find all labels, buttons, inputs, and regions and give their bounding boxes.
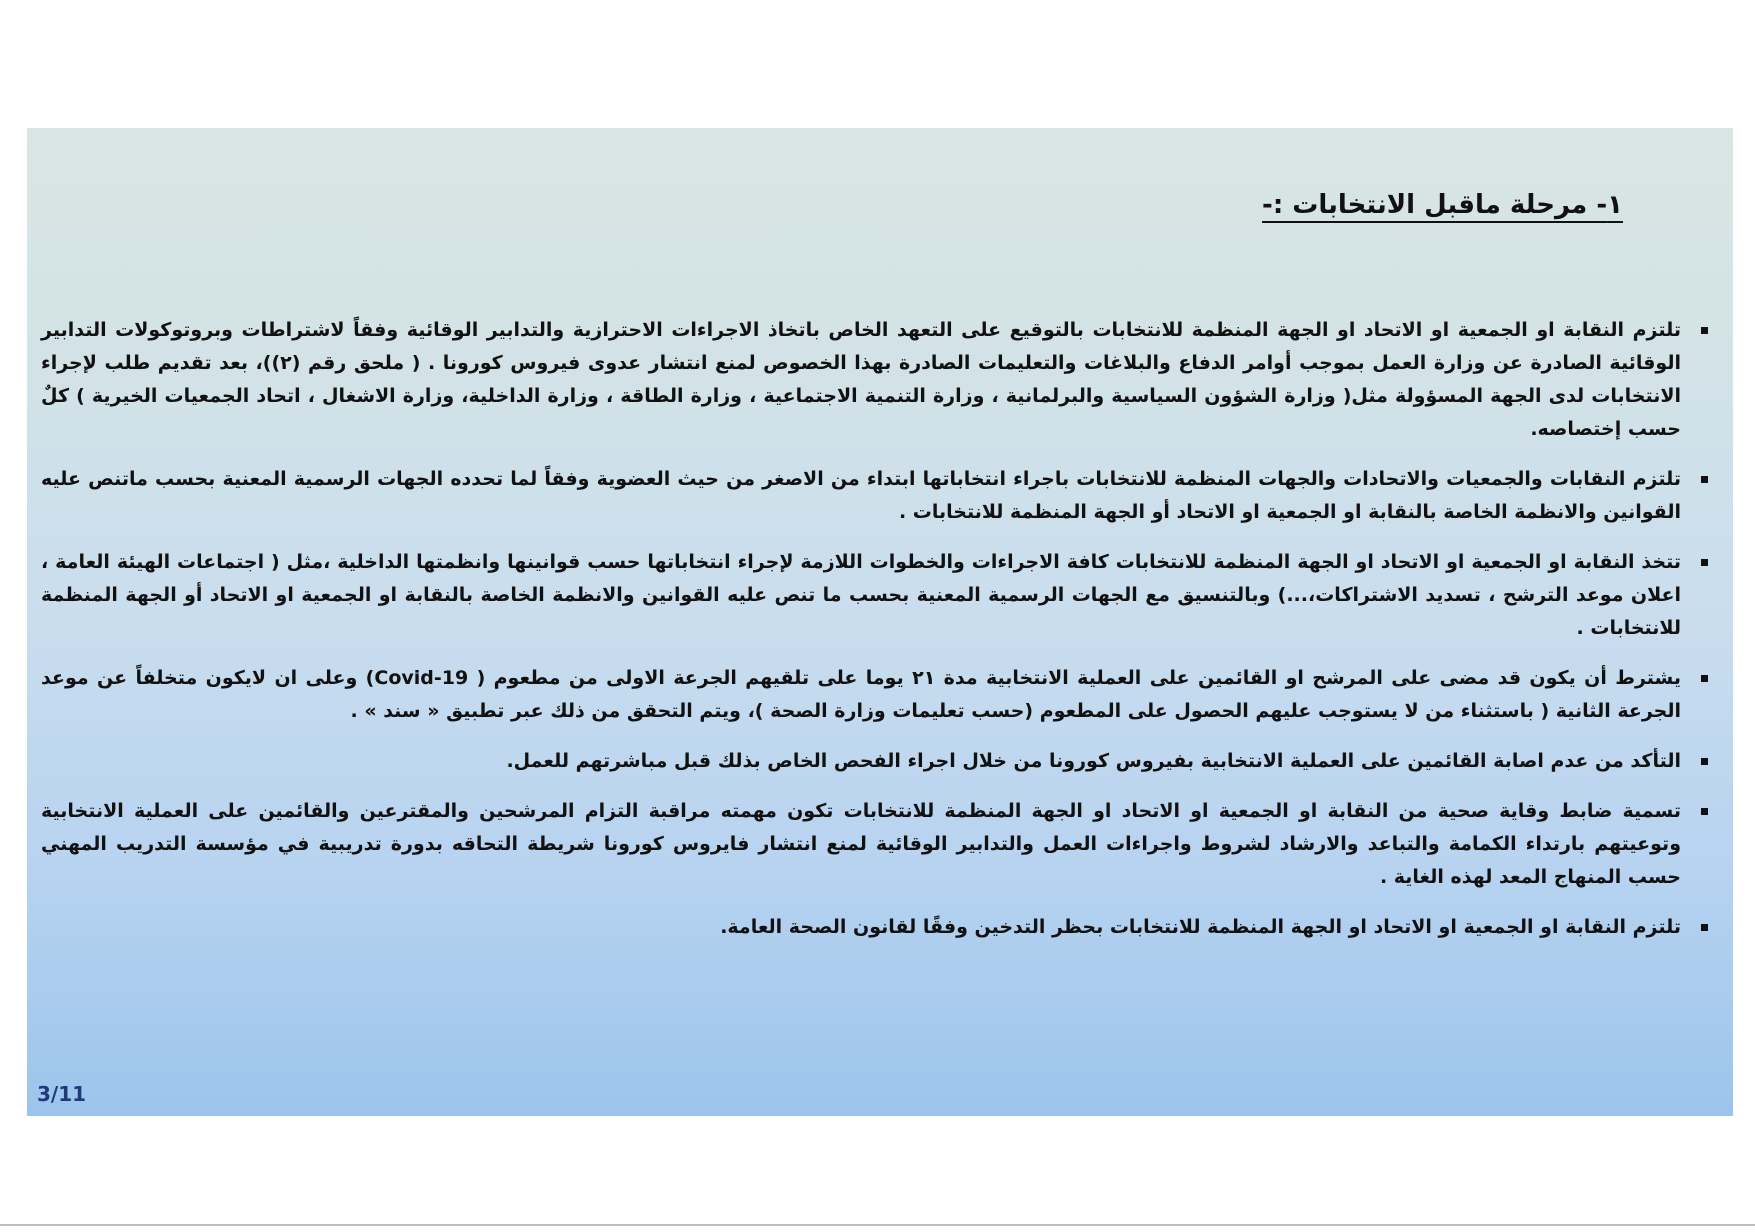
list-item <box>41 662 1711 728</box>
scan-edge-divider <box>0 1224 1755 1226</box>
square-bullet-icon <box>1701 808 1708 815</box>
list-item-text: تتخذ النقابة او الجمعية او الاتحاد او الجهة المنظمة للانتخابات كافة الاجراءات والخطوات اللازمة لإجراء انتخاباتها حسب قوانينها وانظمتها الداخلية ،مثل ( اجتماعات الهيئة العامة ، اعلان موعد الترشح ، تسديد الاشتراكات،...) وبالتنسيق مع الجهات الرسمية المعنية بحسب ما تنص عليه القوانين والانظمة الخاصة بالنقابة او الجمعية او الاتحاد أو الجهة المنظمة للانتخابات . <box>41 551 1681 639</box>
list-item-text: تلتزم النقابات والجمعيات والاتحادات والجهات المنظمة للانتخابات باجراء انتخاباتها ابتداء من الاصغر من حيث العضوية وفقاً لما تحدده الجهات الرسمية المعنية بحسب ماتنص عليه القوانين والانظمة الخاصة بالنقابة او الجمعية او الاتحاد أو الجهة المنظمة للانتخابات . <box>41 468 1681 523</box>
section-heading: ١- مرحلة ماقبل الانتخابات :- <box>1262 190 1623 220</box>
square-bullet-icon <box>1701 476 1708 483</box>
list-item-text: يشترط أن يكون قد مضى على المرشح او القائمين على العملية الانتخابية مدة ٢١ يوما على تلقيهم الجرعة الاولى من مطعوم ( Covid-19) وعلى ان لايكون متخلفاً عن موعد الجرعة الثانية ( باستثناء من لا يستوجب عليهم الحصول على المطعوم (حسب تعليمات وزارة الصحة )، ويتم التحقق من ذلك عبر تطبيق « سند » . <box>41 667 1681 722</box>
list-item <box>41 463 1711 529</box>
list-item-text: تلتزم النقابة او الجمعية او الاتحاد او الجهة المنظمة للانتخابات بالتوقيع على التعهد الخاص باتخاذ الاجراءات الاحترازية والتدابير الوقائية وفقاً لاشتراطات وبروتوكولات التدابير الوقائية الصادرة عن وزارة العمل بموجب أوامر الدفاع والبلاغات والتعليمات الصادرة بهذا الخصوص لمنع انتشار عدوى فيروس كورونا . ( ملحق رقم (٢))، بعد تقديم طلب لإجراء الانتخابات لدى الجهة المسؤولة مثل( وزارة الشؤون السياسية والبرلمانية ، وزارة التنمية الاجتماعية ، وزارة الطاقة ، وزارة الداخلية، وزارة الاشغال ، اتحاد الجمعيات الخيرية ) كلٌ حسب إختصاصه. <box>41 319 1681 440</box>
square-bullet-icon <box>1701 924 1708 931</box>
list-item <box>41 745 1711 778</box>
list-item-text: التأكد من عدم اصابة القائمين على العملية الانتخابية بفيروس كورونا من خلال اجراء الفحص الخاص بذلك قبل مباشرتهم للعمل. <box>506 750 1681 772</box>
page-number: 3/11 <box>37 1082 87 1106</box>
list-item-text: تسمية ضابط وقاية صحية من النقابة او الجمعية او الاتحاد او الجهة المنظمة للانتخابات تكون مهمته مراقبة التزام المرشحين والمقترعين والقائمين على العملية الانتخابية وتوعيتهم بارتداء الكمامة والتباعد والارشاد لشروط واجراءات العمل والتدابير الوقائية لمنع انتشار فايروس كورونا شريطة التحاقه بدورة تدريبية في مؤسسة التدريب المهني حسب المنهاج المعد لهذه الغاية . <box>41 800 1681 888</box>
square-bullet-icon <box>1701 559 1708 566</box>
list-item <box>41 795 1711 894</box>
square-bullet-icon <box>1701 327 1708 334</box>
square-bullet-icon <box>1701 758 1708 765</box>
list-item <box>41 314 1711 446</box>
square-bullet-icon <box>1701 675 1708 682</box>
list-item <box>41 911 1711 944</box>
list-item <box>41 546 1711 645</box>
content-panel <box>27 128 1733 1116</box>
list-item-text: تلتزم النقابة او الجمعية او الاتحاد او الجهة المنظمة للانتخابات بحظر التدخين وفقًا لقانون الصحة العامة. <box>720 916 1681 938</box>
requirements-list <box>41 314 1711 961</box>
